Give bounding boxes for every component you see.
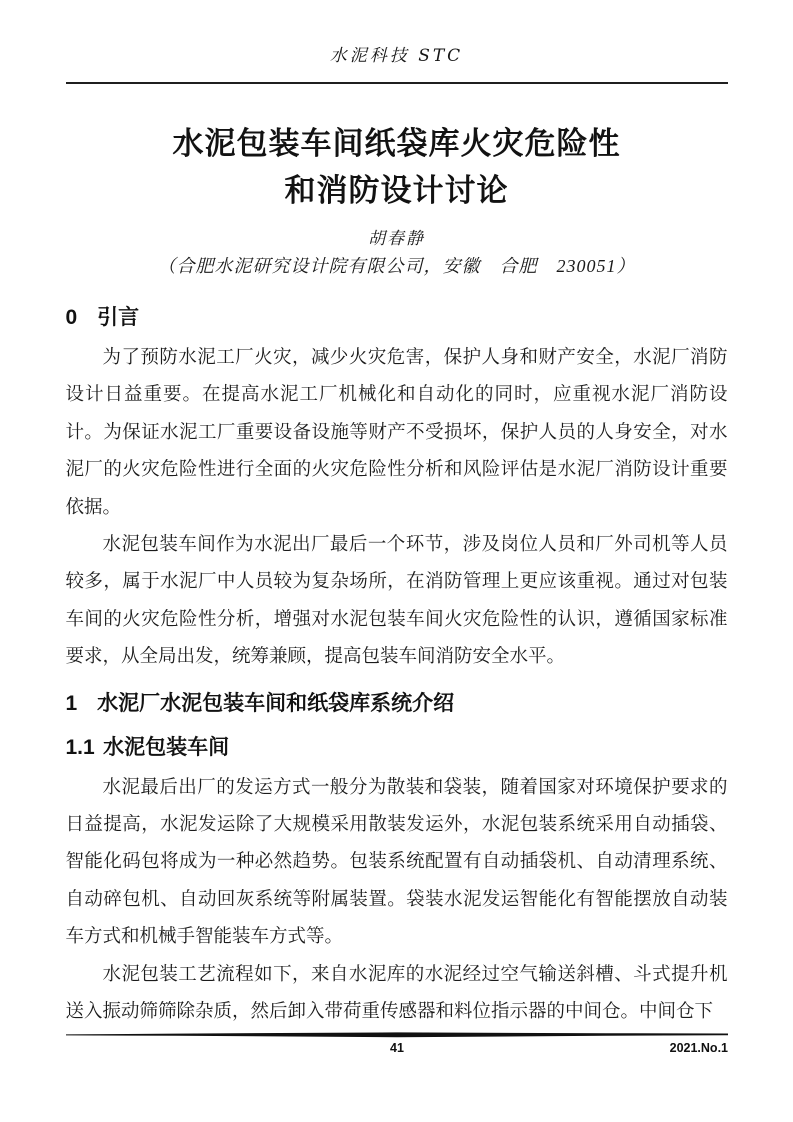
section-number: 1 [65,691,78,715]
author-affiliation: （合肥水泥研究设计院有限公司，安徽 合肥 230051） [157,256,636,276]
article-title [66,120,728,214]
section-title: 水泥厂水泥包装车间和纸袋库系统介绍 [97,691,455,715]
paragraph: 水泥包装车间作为水泥出厂最后一个环节，涉及岗位人员和厂外司机等人员较多，属于水泥厂中人员较为复杂场所，在消防管理上更应该重视。通过对包装车间的火灾危险性分析，增强对水泥包装车间火灾危险性的认识，遵循国家标准要求，从全局出发，统筹兼顾，提高包装车间消防安全水平。 [65,535,728,668]
section-heading-1 [66,689,728,719]
paragraph: 水泥最后出厂的发运方式一般分为散装和袋装，随着国家对环境保护要求的日益提高，水泥发运除了大规模采用散装发运外，水泥包装系统采用自动插袋、智能化码包将成为一种必然趋势。包装系统配置有自动插袋机、自动清理系统、自动碎包机、自动回灰系统等附属装置。袋装水泥发运智能化有智能摆放自动装车方式和机械手智能装车方式等。 [65,777,728,948]
header-rule [66,82,728,84]
article-title-line-1: 水泥包装车间纸袋库火灾危险性 [172,126,621,161]
section-heading-intro [66,303,728,333]
page-footer [66,1032,728,1057]
author-name: 胡春静 [368,229,425,248]
article-title-line-2: 和消防设计讨论 [284,173,509,208]
paragraph: 为了预防水泥工厂火灾，减少火灾危害，保护人身和财产安全，水泥厂消防设计日益重要。在提高水泥工厂机械化和自动化的同时，应重视水泥厂消防设计。为保证水泥工厂重要设备设施等财产不受损坏，保护人员的人身安全，对水泥厂的火灾危险性进行全面的火灾危险性分析和风险评估是水泥厂消防设计重要依据。 [65,348,728,518]
section-number: 0 [65,306,78,329]
section-heading-1-1 [66,733,728,763]
section-title: 水泥包装车间 [103,735,230,759]
section-title: 引言 [97,306,140,329]
footer-row [66,1039,728,1057]
footer-rule [66,1032,728,1038]
page-number: 41 [390,1041,404,1055]
section-number: 1.1 [65,735,95,759]
paragraph: 水泥包装工艺流程如下，来自水泥库的水泥经过空气输送斜槽、斗式提升机送入振动筛筛除杂质，然后卸入带荷重传感器和料位指示器的中间仓。中间仓下 [65,964,728,1023]
journal-name: 水泥科技 STC [329,46,464,66]
issue-number: 2021.No.1 [669,1041,728,1055]
